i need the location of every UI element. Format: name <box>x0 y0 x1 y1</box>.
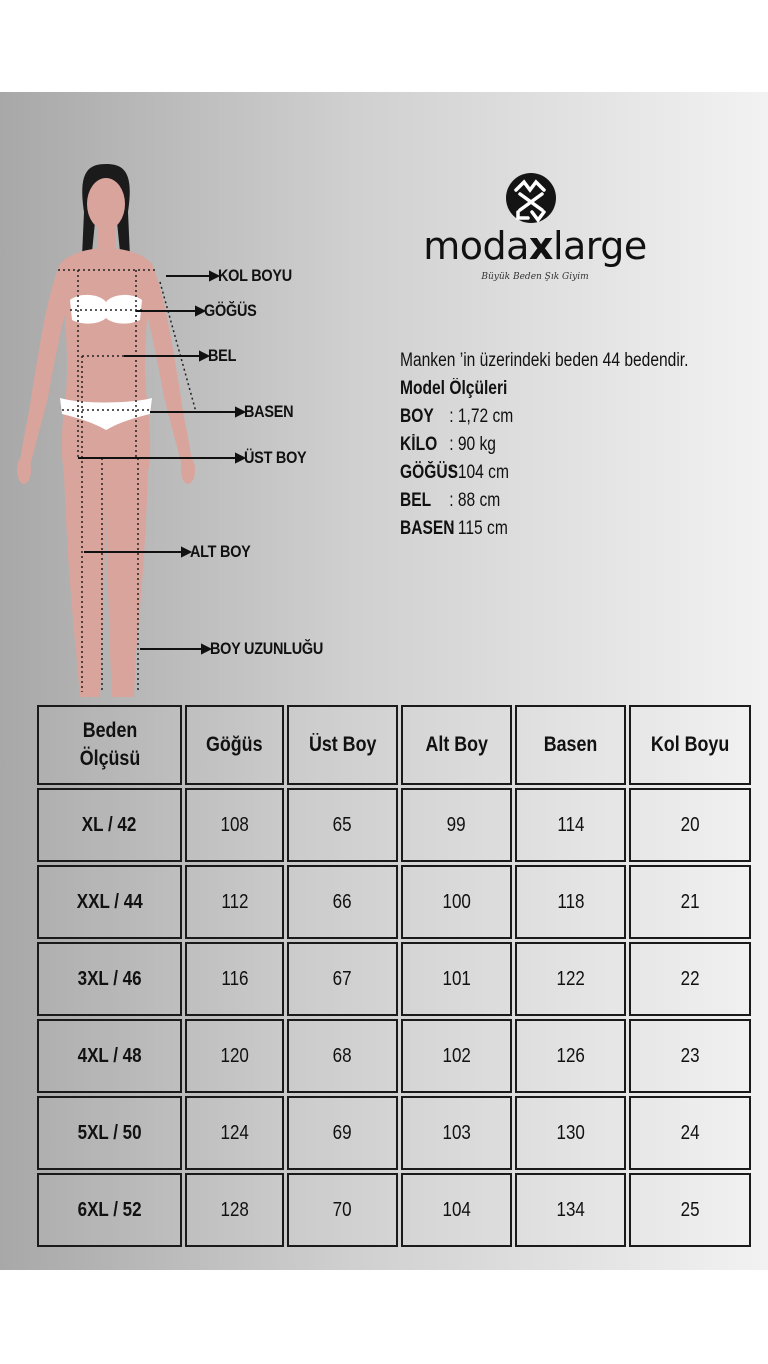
label-bel: BEL <box>208 346 237 365</box>
table-row <box>37 1096 751 1170</box>
header-cell: Üst Boy <box>287 705 398 785</box>
table-cell: 70 <box>287 1173 398 1247</box>
table-cell: 24 <box>629 1096 751 1170</box>
label-ust-boy: ÜST BOY <box>244 448 307 467</box>
size-cell: 3XL / 46 <box>37 942 182 1016</box>
header-cell: Alt Boy <box>401 705 512 785</box>
label-gogus: GÖĞÜS <box>204 301 257 320</box>
table-cell: 114 <box>515 788 626 862</box>
table-cell: 102 <box>401 1019 512 1093</box>
table-cell: 67 <box>287 942 398 1016</box>
model-measurement: GÖĞÜS: 104 cm <box>400 462 509 483</box>
table-cell: 130 <box>515 1096 626 1170</box>
size-cell: XXL / 44 <box>37 865 182 939</box>
model-intro: Manken ’in üzerindeki beden 44 bedendir. <box>400 350 689 371</box>
table-row <box>37 1019 751 1093</box>
table-row <box>37 942 751 1016</box>
model-measurement: BOY : 1,72 cm <box>400 406 514 427</box>
model-info <box>400 347 760 543</box>
table-cell: 112 <box>185 865 284 939</box>
model-measurement: BASEN: 115 cm <box>400 518 508 539</box>
table-cell: 134 <box>515 1173 626 1247</box>
table-cell: 101 <box>401 942 512 1016</box>
table-cell: 69 <box>287 1096 398 1170</box>
table-cell: 126 <box>515 1019 626 1093</box>
table-cell: 20 <box>629 788 751 862</box>
model-measurement: BEL : 88 cm <box>400 490 501 511</box>
table-row <box>37 1173 751 1247</box>
size-cell: 5XL / 50 <box>37 1096 182 1170</box>
header-cell: Göğüs <box>185 705 284 785</box>
label-kol-boyu: KOL BOYU <box>218 266 292 285</box>
table-row <box>37 788 751 862</box>
table-cell: 124 <box>185 1096 284 1170</box>
table-row <box>37 865 751 939</box>
mannequin-illustration <box>0 92 340 702</box>
label-basen: BASEN <box>244 402 294 421</box>
brand-emblem-icon <box>420 172 650 232</box>
table-cell: 23 <box>629 1019 751 1093</box>
body-figure <box>0 92 340 702</box>
label-alt-boy: ALT BOY <box>190 542 251 561</box>
table-cell: 116 <box>185 942 284 1016</box>
label-boy-uzunlugu: BOY UZUNLUĞU <box>210 639 324 658</box>
table-cell: 120 <box>185 1019 284 1093</box>
table-cell: 122 <box>515 942 626 1016</box>
table-cell: 21 <box>629 865 751 939</box>
size-cell: XL / 42 <box>37 788 182 862</box>
table-cell: 65 <box>287 788 398 862</box>
size-cell: 6XL / 52 <box>37 1173 182 1247</box>
table-cell: 104 <box>401 1173 512 1247</box>
table-cell: 99 <box>401 788 512 862</box>
size-table <box>34 702 754 1250</box>
table-cell: 103 <box>401 1096 512 1170</box>
brand-tagline: Büyük Beden Şık Giyim <box>481 272 589 282</box>
model-measurement: KİLO : 90 kg <box>400 434 496 455</box>
table-cell: 128 <box>185 1173 284 1247</box>
table-cell: 22 <box>629 942 751 1016</box>
size-chart-panel <box>0 92 768 1270</box>
table-cell: 68 <box>287 1019 398 1093</box>
header-cell: Kol Boyu <box>629 705 751 785</box>
size-cell: 4XL / 48 <box>37 1019 182 1093</box>
model-heading: Model Ölçüleri <box>400 378 508 399</box>
table-cell: 25 <box>629 1173 751 1247</box>
header-cell: Basen <box>515 705 626 785</box>
table-cell: 108 <box>185 788 284 862</box>
table-cell: 118 <box>515 865 626 939</box>
table-cell: 100 <box>401 865 512 939</box>
table-cell: 66 <box>287 865 398 939</box>
brand-logo <box>420 172 650 292</box>
table-header-row <box>37 705 751 785</box>
header-cell: Beden Ölçüsü <box>37 705 182 785</box>
brand-wordmark: modaxlarge <box>423 224 647 268</box>
